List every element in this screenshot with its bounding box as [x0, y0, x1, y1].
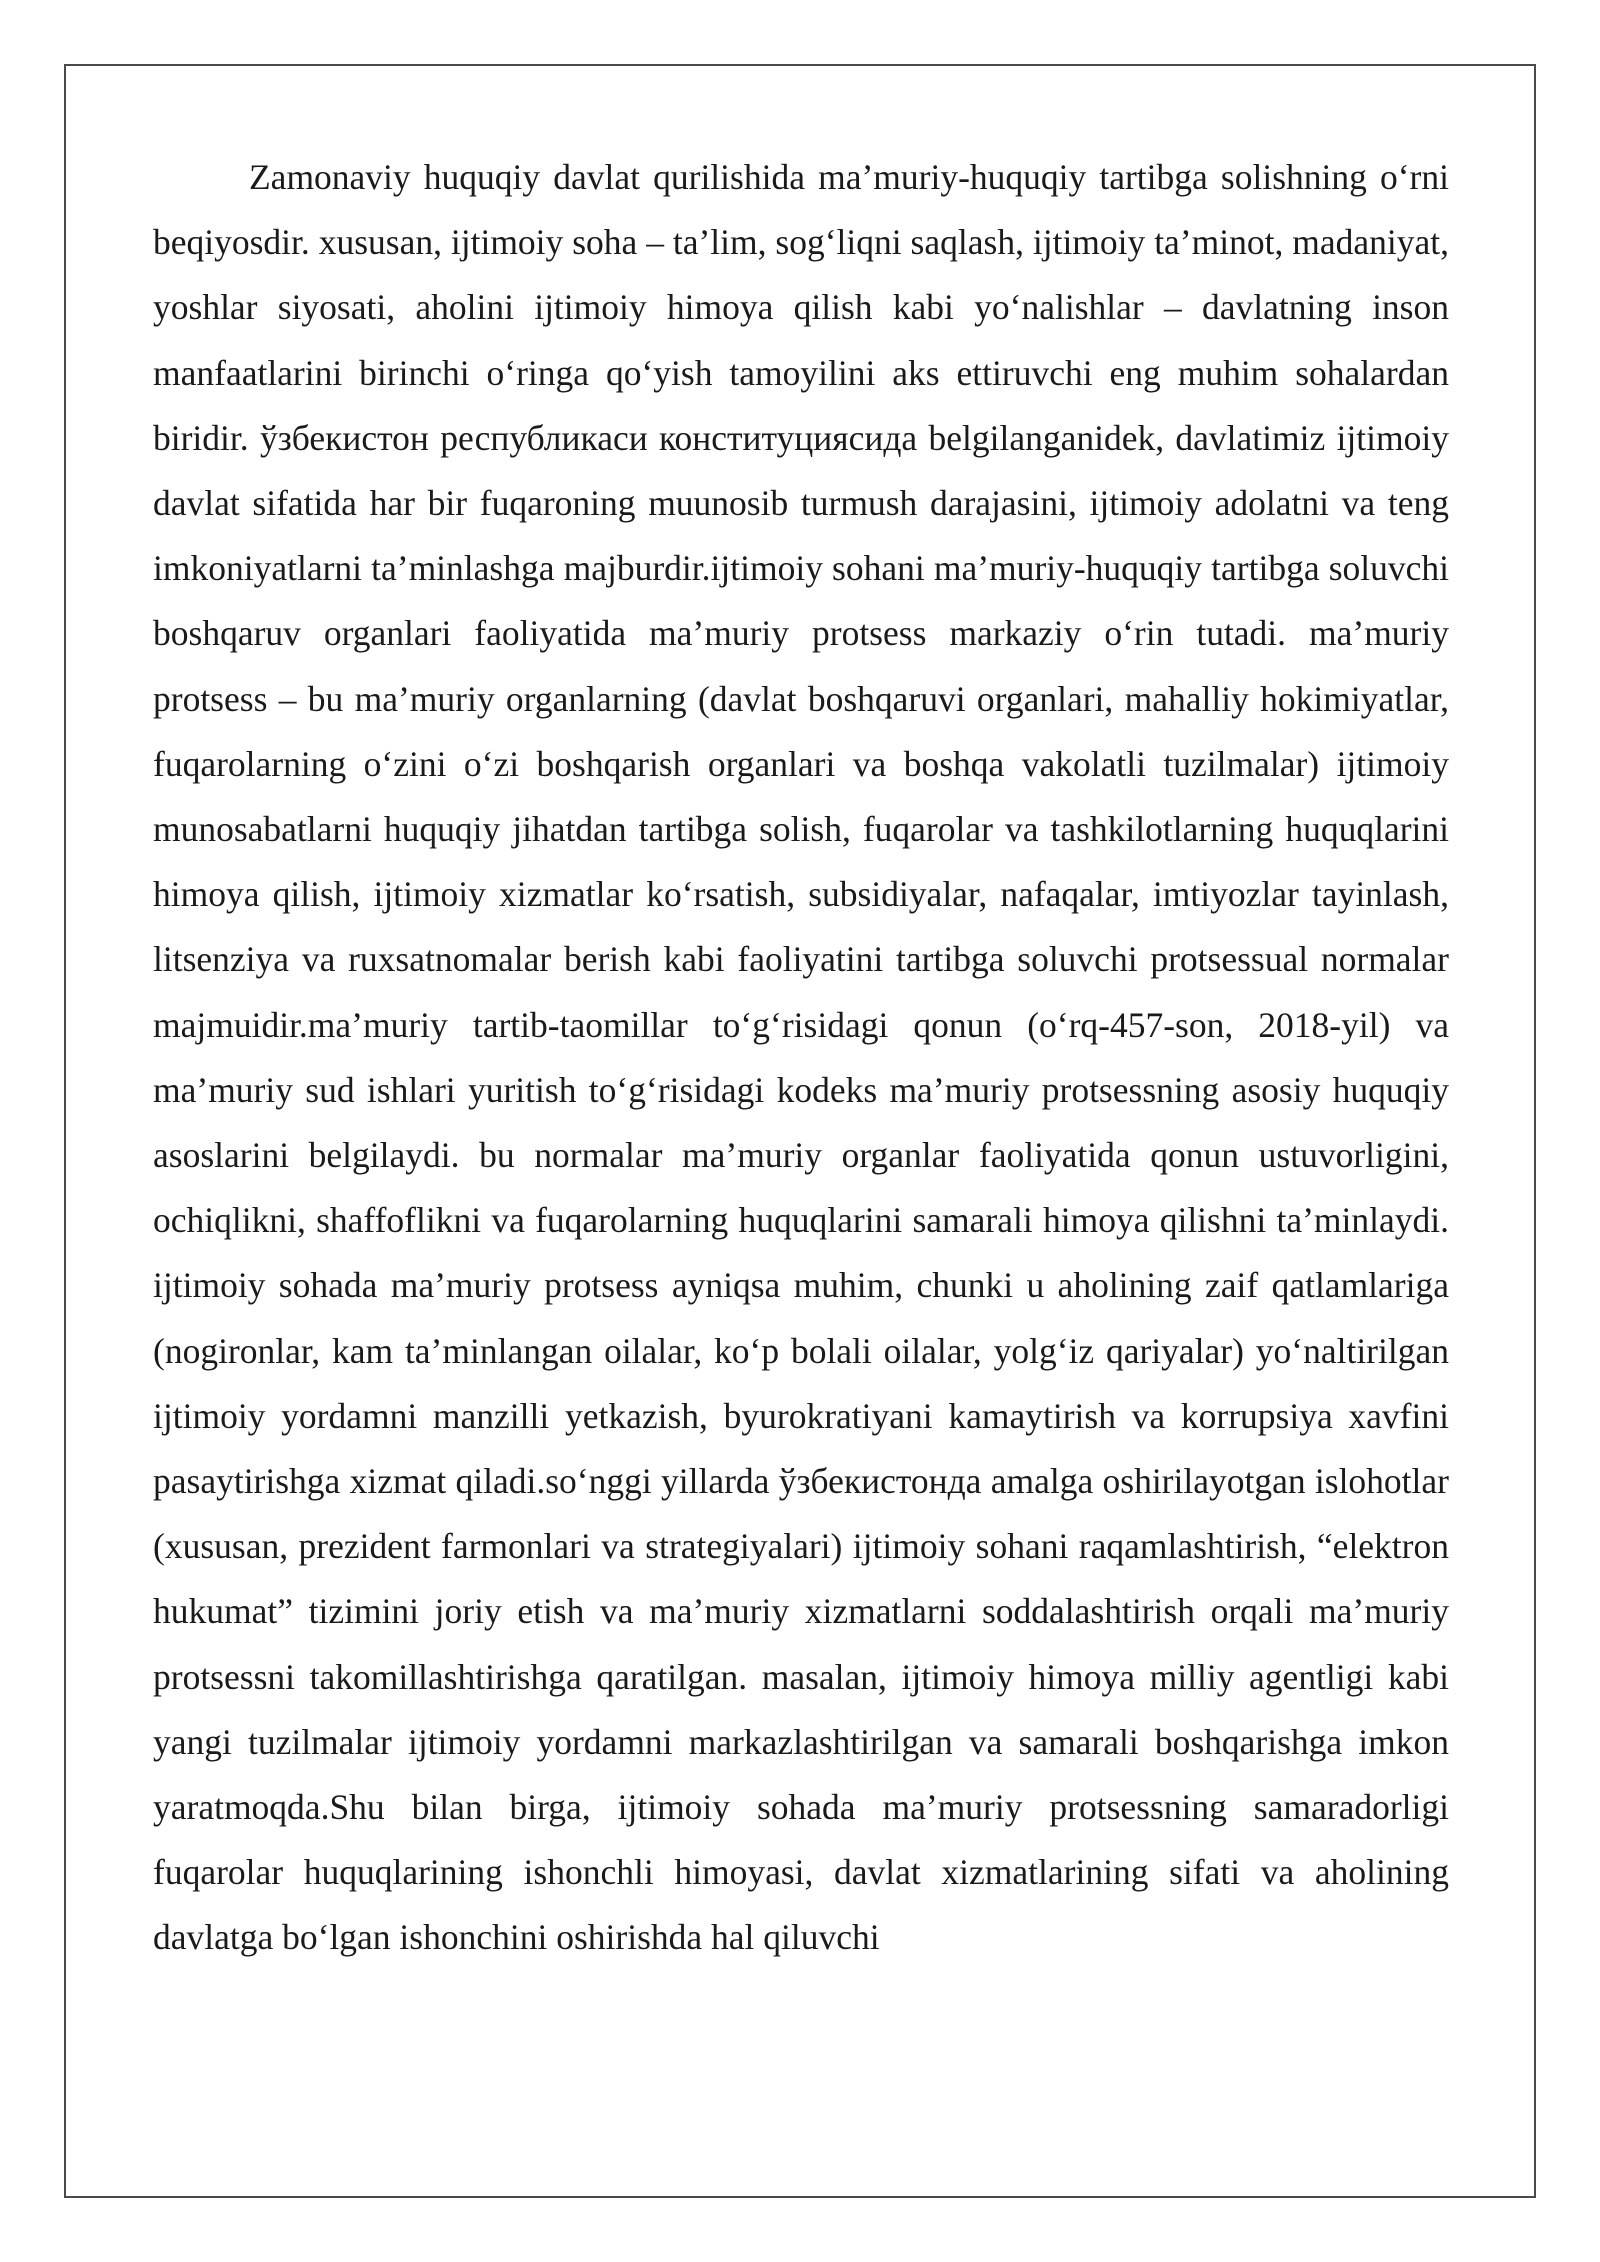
body-paragraph: Zamonaviy huquqiy davlat qurilishida ma’muriy-huquqiy tartibga solishning o‘rni beqiyosdir. xususan, ijtimoiy soha – ta’lim, sog‘liqni saqlash, ijtimoiy ta’minot, madaniyat, yoshlar siyosati, aholini ijtimoiy himoya qilish kabi yo‘nalishlar – davlatning inson manfaatlarini birinchi o‘ringa qo‘yish tamoyilini aks ettiruvchi eng muhim sohalardan biridir. ўзбекистон республикаси конституциясида belgilanganidek, davlatimiz ijtimoiy davlat sifatida har bir fuqaroning muunosib turmush darajasini, ijtimoiy adolatni va teng imkoniyatlarni ta’minlashga majburdir.ijtimoiy sohani ma’muriy-huquqiy tartibga soluvchi boshqaruv organlari faoliyatida ma’muriy protsess markaziy o‘rin tutadi. ma’muriy protsess – bu ma’muriy organlarning (davlat boshqaruvi organlari, mahalliy hokimiyatlar, fuqarolarning o‘zini o‘zi boshqarish organlari va boshqa vakolatli tuzilmalar) ijtimoiy munosabatlarni huquqiy jihatdan tartibga solish, fuqarolar va tashkilotlarning huquqlarini himoya qilish, ijtimoiy xizmatlar ko‘rsatish, subsidiyalar, nafaqalar, imtiyozlar tayinlash, litsenziya va ruxsatnomalar berish kabi faoliyatini tartibga soluvchi protsessual normalar majmuidir.ma’muriy tartib-taomillar to‘g‘risidagi qonun (o‘rq-457-son, 2018-yil) va ma’muriy sud ishlari yuritish to‘g‘risidagi kodeks ma’muriy protsessning asosiy huquqiy asoslarini belgilaydi. bu normalar ma’muriy organlar faoliyatida qonun ustuvorligini, ochiqlikni, shaffoflikni va fuqarolarning huquqlarini samarali himoya qilishni ta’minlaydi. ijtimoiy sohada ma’muriy protsess ayniqsa muhim, chunki u aholining zaif qatlamlariga (nogironlar, kam ta’minlangan oilalar, ko‘p bolali oilalar, yolg‘iz qariyalar) yo‘naltirilgan ijtimoiy yordamni manzilli yetkazish, byurokratiyani kamaytirish va korrupsiya xavfini pasaytirishga xizmat qiladi.so‘nggi yillarda ўзбекистонда amalga oshirilayotgan islohotlar (xususan, prezident farmonlari va strategiyalari) ijtimoiy sohani raqamlashtirish, “elektron hukumat” tizimini joriy etish va ma’muriy xizmatlarni soddalashtirish orqali ma’muriy protsessni takomillashtirishga qaratilgan. masalan, ijtimoiy himoya milliy agentligi kabi yangi tuzilmalar ijtimoiy yordamni markazlashtirilgan va samarali boshqarishga imkon yaratmoqda.Shu bilan birga, ijtimoiy sohada ma’muriy protsessning samaradorligi fuqarolar huquqlarining ishonchli himoyasi, davlat xizmatlarining sifati va aholining davlatga bo‘lgan ishonchini oshirishda hal qiluvchi [153, 157, 1449, 1958]
